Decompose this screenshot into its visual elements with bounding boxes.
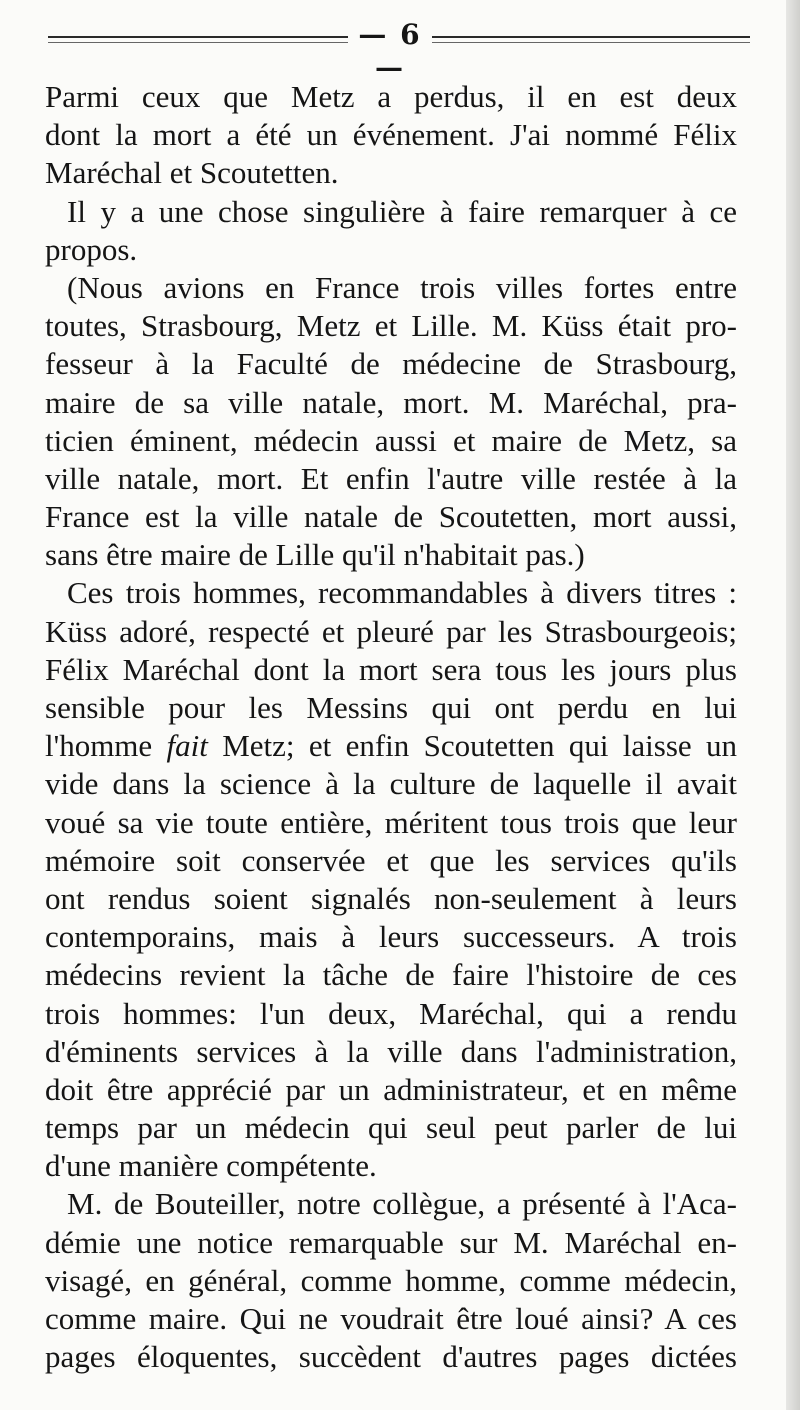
page-number: — 6 — [358, 18, 422, 84]
text-line: trois hommes: l'un deux, Maréchal, qui a rendu [45, 995, 737, 1031]
text-line: ont rendus soient signalés non-seulement à leurs [45, 880, 737, 916]
text-line: dont la mort a été un événement. J'ai nommé Félix [45, 117, 737, 153]
text-segment: Metz; et enfin Scoutetten qui laisse un [222, 728, 737, 764]
text-line: Il y a une chose singulière à faire remarquer à ce [67, 193, 737, 229]
body-text [45, 78, 737, 1376]
text-line: contemporains, mais à leurs successeurs. A trois [45, 919, 737, 955]
text-line: France est la ville natale de Scoutetten, mort aussi, [45, 499, 737, 535]
text-line: sensible pour les Messins qui ont perdu en lui [45, 690, 737, 725]
text-line: visagé, en général, comme homme, comme médecin, [45, 1262, 737, 1298]
text-line: d'éminents services à la ville dans l'administration, [45, 1033, 737, 1069]
text-line: doit être apprécié par un administrateur, et en même [45, 1071, 737, 1107]
text-line: comme maire. Qui ne voudrait être loué ainsi? A ces [45, 1301, 737, 1336]
text-line: fesseur à la Faculté de médecine de Strasbourg, [45, 346, 737, 382]
text-line: M. de Bouteiller, notre collègue, a présenté à l'Aca- [67, 1186, 737, 1222]
text-segment: l'homme [45, 728, 153, 764]
text-line: propos. [45, 231, 138, 267]
text-line: ville natale, mort. Et enfin l'autre ville restée à la [45, 460, 737, 496]
header-rule-left-thin [48, 42, 348, 43]
text-line: Maréchal et Scoutetten. [45, 155, 339, 191]
text-line: Ces trois hommes, recommandables à divers titres : [67, 575, 737, 611]
text-line: vide dans la science à la culture de laquelle il avait [45, 766, 737, 802]
header-rule-right [432, 36, 750, 38]
text-line: toutes, Strasbourg, Metz et Lille. M. Küss était pro- [45, 308, 737, 344]
header-rule-left [48, 36, 348, 38]
text-line: Félix Maréchal dont la mort sera tous les jours plus [45, 651, 737, 687]
text-line: d'une manière compétente. [45, 1148, 377, 1184]
text-line: démie une notice remarquable sur M. Maréchal en- [45, 1224, 737, 1260]
text-line: sans être maire de Lille qu'il n'habitait pas.) [45, 537, 585, 573]
italic-word: fait [166, 728, 208, 764]
header-rule-right-thin [432, 42, 750, 43]
text-line: mémoire soit conservée et que les services qu'ils [45, 842, 737, 878]
text-line: médecins revient la tâche de faire l'histoire de ces [45, 957, 737, 993]
text-line: (Nous avions en France trois villes fortes entre [67, 269, 737, 305]
text-line: Küss adoré, respecté et pleuré par les Strasbourgeois; [45, 613, 737, 649]
text-line: Parmi ceux que Metz a perdus, il en est deux [45, 79, 737, 114]
page-edge-shadow [786, 0, 800, 1410]
text-line: maire de sa ville natale, mort. M. Maréchal, pra- [45, 384, 737, 420]
text-line: temps par un médecin qui seul peut parler de lui [45, 1110, 737, 1146]
text-line: ticien éminent, médecin aussi et maire de Metz, sa [45, 422, 737, 458]
text-line: voué sa vie toute entière, méritent tous trois que leur [45, 804, 737, 840]
text-line-with-italic [45, 727, 737, 765]
text-line: pages éloquentes, succèdent d'autres pages dictées [45, 1339, 737, 1375]
